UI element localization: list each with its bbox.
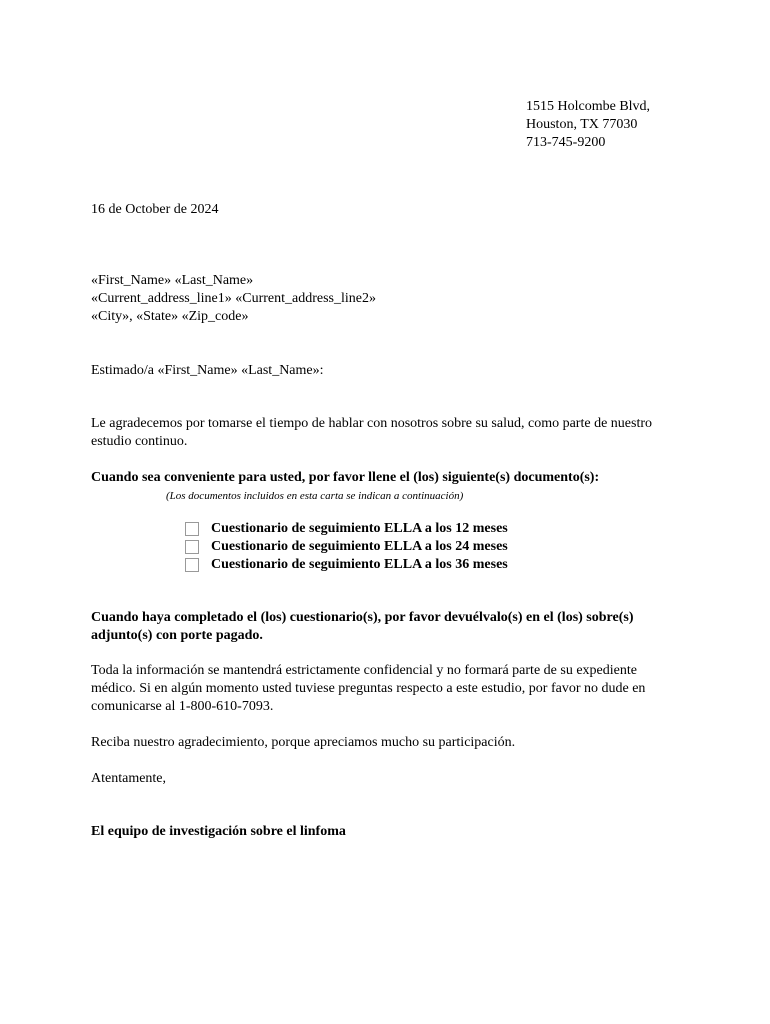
instructions-heading: Cuando sea conveniente para usted, por favor llene el (los) siguiente(s) documento(s): <box>91 470 600 485</box>
document-item-36-months <box>185 556 508 574</box>
thanks-paragraph: Reciba nuestro agradecimiento, porque apreciamos mucho su participación. <box>91 735 516 750</box>
document-label: Cuestionario de seguimiento ELLA a los 36 meses <box>211 557 508 572</box>
letter-date: 16 de October de 2024 <box>91 202 219 217</box>
confidentiality-paragraph: Toda la información se mantendrá estrictamente confidencial y no formará parte de su expediente médico. Si en algún momento usted tuviese preguntas respecto a este estudio, por favor no dude en comunicarse al 1-800-610-7093. <box>91 663 646 714</box>
sender-phone: 713-745-9200 <box>526 135 606 150</box>
recipient-address <box>91 272 376 326</box>
recipient-city-state-zip: «City», «State» «Zip_code» <box>91 309 249 324</box>
signature: El equipo de investigación sobre el linfoma <box>91 824 346 839</box>
return-instructions: Cuando haya completado el (los) cuestionario(s), por favor devuélvalo(s) en el (los) sobre(s) adjunto(s) con porte pagado. <box>91 610 634 643</box>
sender-street: 1515 Holcombe Blvd, <box>526 99 651 114</box>
checkbox-24-months[interactable] <box>185 540 199 554</box>
document-label: Cuestionario de seguimiento ELLA a los 12 meses <box>211 521 508 536</box>
recipient-street: «Current_address_line1» «Current_address_line2» <box>91 291 376 306</box>
closing: Atentamente, <box>91 771 167 786</box>
document-checklist <box>185 520 508 574</box>
checkbox-36-months[interactable] <box>185 558 199 572</box>
sender-address <box>526 98 650 152</box>
sender-city-state-zip: Houston, TX 77030 <box>526 117 638 132</box>
document-item-12-months <box>185 520 508 538</box>
included-documents-note: (Los documentos incluidos en esta carta se indican a continuación) <box>166 490 464 502</box>
salutation: Estimado/a «First_Name» «Last_Name»: <box>91 363 324 378</box>
document-item-24-months <box>185 538 508 556</box>
recipient-name: «First_Name» «Last_Name» <box>91 273 254 288</box>
checkbox-12-months[interactable] <box>185 522 199 536</box>
intro-paragraph: Le agradecemos por tomarse el tiempo de hablar con nosotros sobre su salud, como parte de nuestro estudio continuo. <box>91 416 652 449</box>
document-label: Cuestionario de seguimiento ELLA a los 24 meses <box>211 539 508 554</box>
